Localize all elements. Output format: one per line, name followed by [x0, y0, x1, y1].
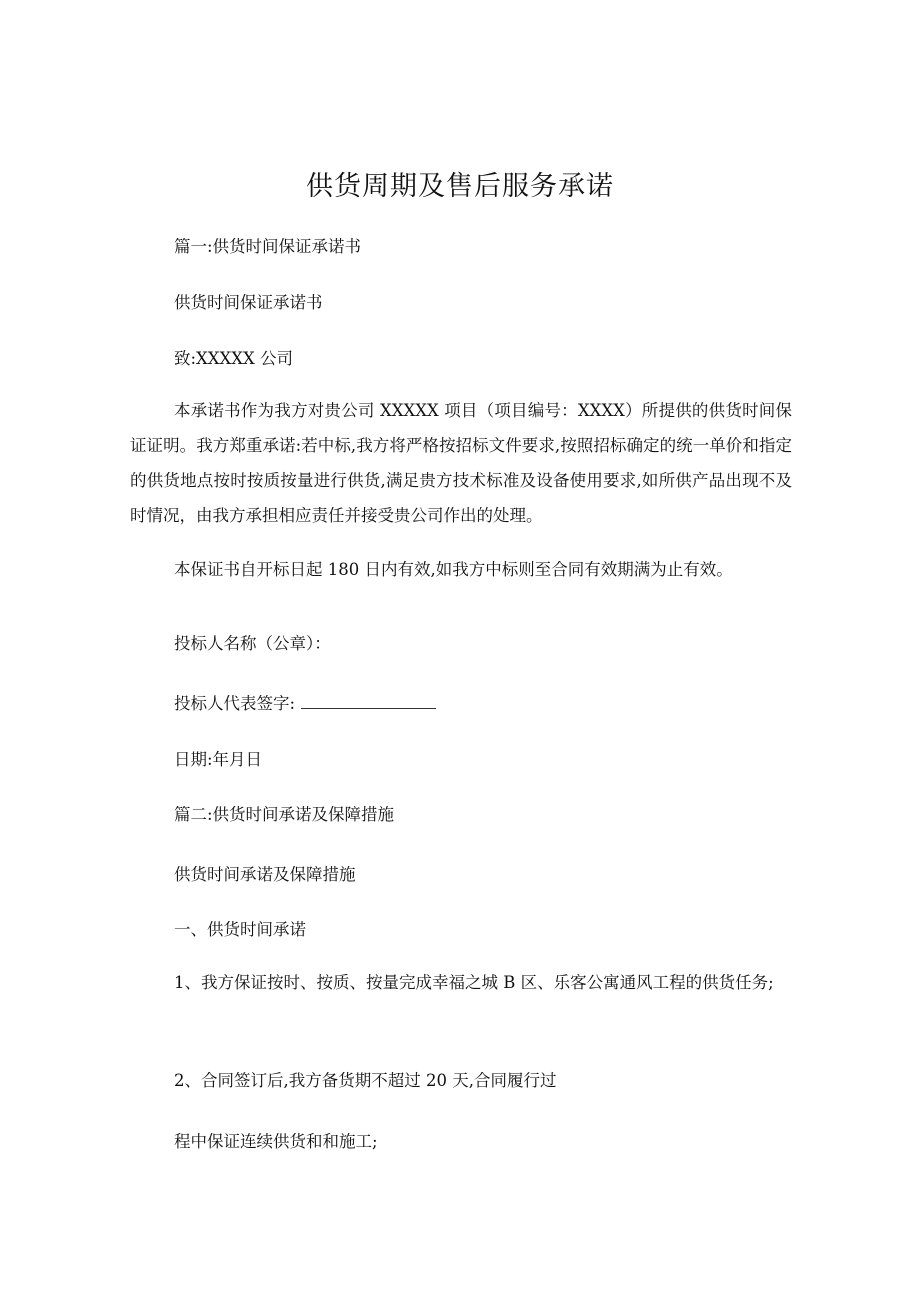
document-title: 供货周期及售后服务承诺: [306, 171, 614, 202]
commitment-item-2-line-1: 2、合同签订后,我方备货期不超过 20 天,合同履行过: [174, 1071, 557, 1090]
addressee: 致:XXXXX 公司: [174, 349, 294, 368]
part2-heading: 篇二:供货时间承诺及保障措施: [174, 805, 395, 824]
part1-heading: 篇一:供货时间保证承诺书: [174, 237, 362, 256]
part1-subtitle: 供货时间保证承诺书: [174, 293, 323, 312]
commitment-item-2-line-2: 程中保证连续供货和和施工;: [174, 1132, 378, 1151]
section1-heading: 一、供货时间承诺: [174, 920, 306, 939]
part2-subtitle: 供货时间承诺及保障措施: [174, 865, 356, 884]
date-label: 日期:年月日: [174, 750, 263, 769]
bidder-signature-label: 投标人代表签字:: [174, 694, 296, 713]
part1-body-paragraph: 本承诺书作为我方对贵公司 XXXXX 项目（项目编号：XXXX）所提供的供货时间保证证明。我方郑重承诺:若中标,我方将严格按招标文件要求,按照招标确定的统一单价和指定的供货地点按时按质按量进行供货,满足贵方技术标准及设备使用要求,如所供产品出现不及时情况，由我方承担相应责任并接受贵公司作出的处理。: [130, 401, 792, 525]
bidder-signature-row: [174, 690, 436, 714]
signature-blank-line: [301, 694, 436, 709]
bidder-name-label: 投标人名称（公章）：: [174, 634, 331, 653]
validity-statement: 本保证书自开标日起 180 日内有效,如我方中标则至合同有效期满为止有效。: [174, 560, 733, 579]
commitment-item-1: 1、我方保证按时、按质、按量完成幸福之城 B 区、乐客公寓通风工程的供货任务;: [174, 973, 774, 992]
